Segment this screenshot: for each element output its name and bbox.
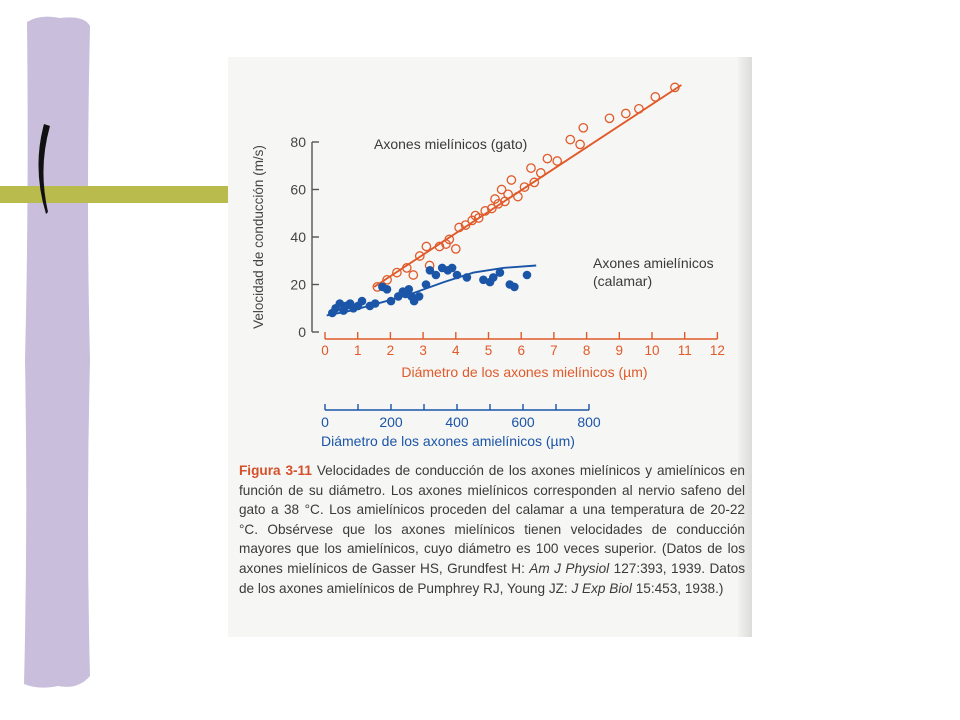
figure-label: Figura 3-11 <box>239 463 312 478</box>
y-tick-label: 0 <box>298 324 306 340</box>
data-point-unmyelinated <box>496 268 505 277</box>
x-tick-label-myelinated: 6 <box>517 343 525 358</box>
data-point-myelinated <box>422 242 430 250</box>
data-point-unmyelinated <box>387 297 396 306</box>
figure-panel <box>228 57 752 637</box>
x-tick-label-myelinated: 9 <box>615 343 624 358</box>
x-tick-label-myelinated: 5 <box>484 343 493 358</box>
data-point-myelinated <box>635 105 643 113</box>
x-tick-label-myelinated: 2 <box>386 343 395 358</box>
x-tick-label-unmyelinated: 0 <box>321 414 329 430</box>
y-tick-label: 80 <box>290 134 306 150</box>
data-point-myelinated <box>566 135 574 143</box>
purple-vertical-bar <box>24 17 90 688</box>
x-tick-label-myelinated: 8 <box>582 343 591 358</box>
caption-journal: Am J Physiol <box>529 560 610 576</box>
figure-caption <box>239 461 745 598</box>
data-point-unmyelinated <box>383 285 392 294</box>
y-tick-label: 20 <box>290 276 306 293</box>
data-point-myelinated <box>576 140 584 148</box>
series-label-myelinated: Axones mielínicos (gato) <box>374 136 528 152</box>
x-tick-label-myelinated: 12 <box>709 343 725 358</box>
data-point-unmyelinated <box>510 283 519 292</box>
x-tick-label-myelinated: 1 <box>353 343 362 358</box>
data-point-unmyelinated <box>415 292 424 301</box>
conduction-velocity-chart <box>228 57 752 462</box>
data-point-myelinated <box>452 245 460 253</box>
data-point-myelinated <box>514 192 522 200</box>
data-point-myelinated <box>579 124 587 132</box>
x-tick-label-unmyelinated: 200 <box>379 414 403 430</box>
data-point-unmyelinated <box>371 299 380 308</box>
caption-text: 15:453, 1938.) <box>631 580 724 596</box>
data-point-unmyelinated <box>422 280 431 289</box>
olive-horizontal-stripe <box>0 186 228 203</box>
data-point-unmyelinated <box>463 273 472 282</box>
data-point-myelinated <box>553 157 561 165</box>
caption-journal: J Exp Biol <box>571 580 632 596</box>
x-axis-unmyelinated-title: Diámetro de los axones amielínicos (µm) <box>321 433 575 449</box>
data-point-myelinated <box>605 114 613 122</box>
data-point-myelinated <box>504 190 512 198</box>
x-axis-myelinated-title: Diámetro de los axones mielínicos (µm) <box>401 364 648 380</box>
data-point-myelinated <box>537 169 545 177</box>
x-tick-label-myelinated: 11 <box>677 343 692 358</box>
x-tick-label-myelinated: 7 <box>550 343 558 358</box>
data-point-myelinated <box>527 164 535 172</box>
x-tick-label-unmyelinated: 800 <box>577 414 601 430</box>
data-point-myelinated <box>409 271 417 279</box>
data-point-unmyelinated <box>448 264 457 273</box>
series-label-unmyelinated: Axones amielínicos (calamar) <box>593 255 714 289</box>
x-tick-label-unmyelinated: 400 <box>445 414 469 430</box>
data-point-myelinated <box>651 93 659 101</box>
data-point-myelinated <box>622 109 630 117</box>
data-point-myelinated <box>543 154 551 162</box>
data-point-myelinated <box>507 176 515 184</box>
x-tick-label-myelinated: 3 <box>419 343 427 358</box>
x-tick-label-unmyelinated: 600 <box>511 414 535 430</box>
x-tick-label-myelinated: 4 <box>452 343 460 358</box>
x-tick-label-myelinated: 10 <box>644 343 660 358</box>
slide-decoration <box>0 0 240 720</box>
x-tick-label-myelinated: 0 <box>321 343 329 358</box>
data-point-unmyelinated <box>432 271 441 280</box>
caption-text: Velocidades de conducción de los axones mielínicos y amielínicos en función de su diámetro. Los axones mielínicos corresponden al nervio safeno del gato a 38 °C. Los amielínicos proceden del calamar a una temperatura de 20-22 °C. Obsérvese que los axones mielínicos tienen velocidades de conducción mayores que los amielínicos, cuyo diámetro es 100 veces superior. (Datos de los axones mielínicos de Gasser HS, Grundfest H: <box>239 463 745 576</box>
data-point-unmyelinated <box>453 271 462 280</box>
y-tick-label: 40 <box>290 229 306 245</box>
data-point-unmyelinated <box>358 297 367 306</box>
data-point-unmyelinated <box>523 271 532 280</box>
y-axis-title: Velocidad de conducción (m/s) <box>251 145 266 329</box>
caption-text: 127:393, 1939. Datos de los axones amielínicos de Pumphrey RJ, Young JZ: <box>239 560 745 596</box>
y-tick-label: 60 <box>290 181 306 198</box>
